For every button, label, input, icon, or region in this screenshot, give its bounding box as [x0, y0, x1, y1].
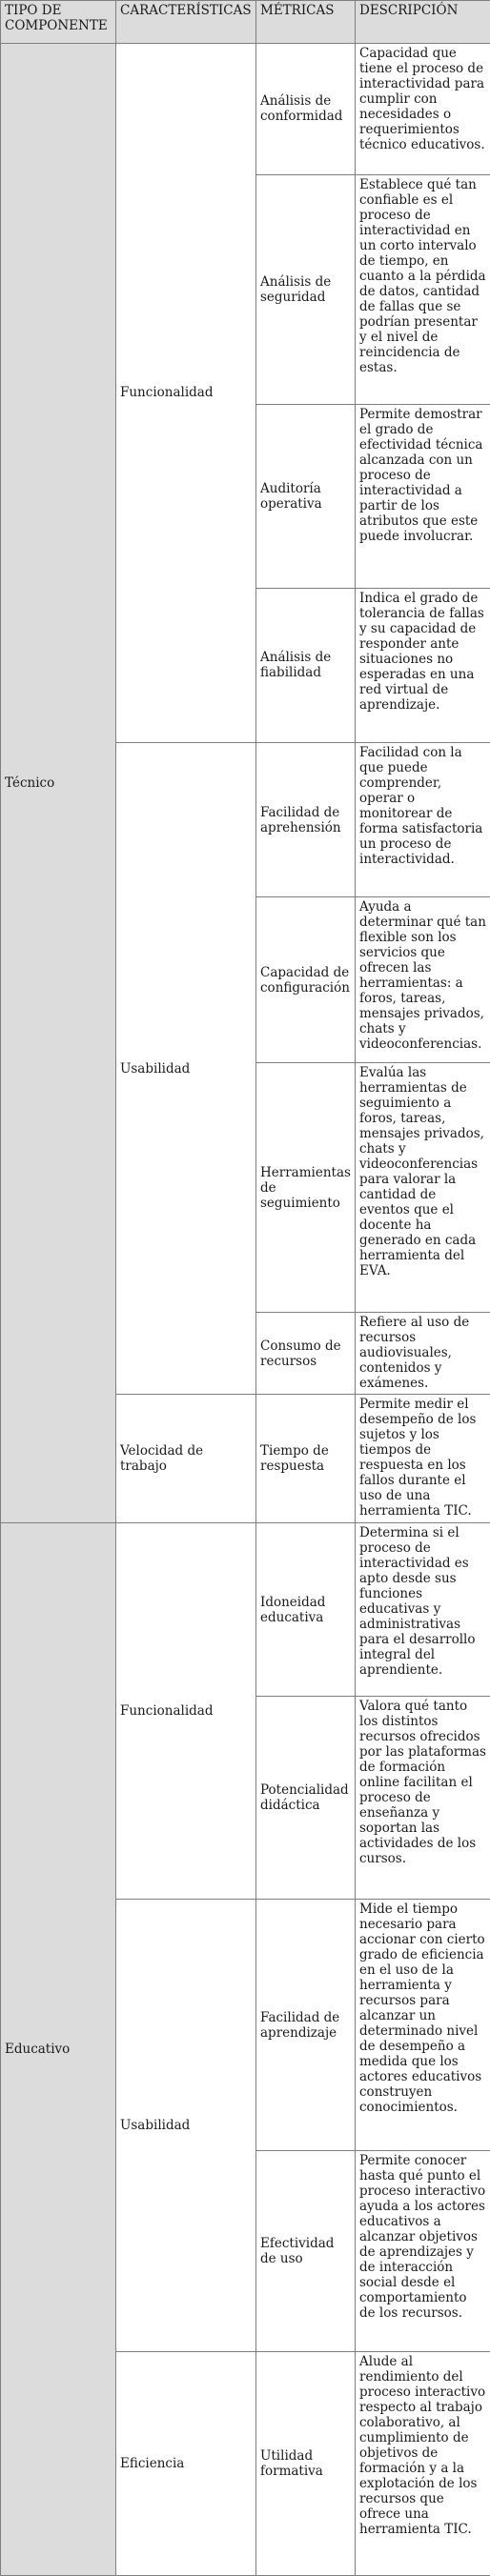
header-row	[1, 1, 490, 44]
caracteristica-cell: Funcionalidad	[116, 1522, 256, 1899]
descripcion-cell: Determina si el proceso de interactividad es apto desde sus funciones educativas y administrativas para el desarrollo integral del aprendiente.	[356, 1522, 490, 1696]
metrica-cell: Análisis de conformidad	[256, 44, 356, 175]
header-caracteristicas: CARACTERÍSTICAS	[116, 1, 256, 44]
metrica-cell: Utilidad formativa	[256, 2351, 356, 2575]
metrica-cell: Consumo de recursos	[256, 1312, 356, 1394]
metrica-cell: Auditoría operativa	[256, 405, 356, 589]
descripcion-cell: Facilidad con la que puede comprender, operar o monitorear de forma satisfactoria un proceso de interactividad.	[356, 742, 490, 896]
table-row	[1, 1522, 490, 1696]
descripcion-cell: Permite conocer hasta qué punto el proceso interactivo ayuda a los actores educativos a alcanzar objetivos de aprendizajes y de interacción social desde el comportamiento de los recursos.	[356, 2150, 490, 2351]
caracteristica-cell: Funcionalidad	[116, 44, 256, 743]
descripcion-cell: Mide el tiempo necesario para accionar con cierto grado de eficiencia en el uso de la herramienta y recursos para alcanzar un determinado nivel de desempeño a medida que los actores educativos construyen conocimientos.	[356, 1900, 490, 2151]
metrica-cell: Facilidad de aprehensión	[256, 742, 356, 896]
descripcion-cell: Alude al rendimiento del proceso interactivo respecto al trabajo colaborativo, al cumplimiento de objetivos de formación y a la explotación de los recursos que ofrece una herramienta TIC.	[356, 2351, 490, 2575]
tipo-cell-tecnico: Técnico	[1, 44, 116, 1523]
table-row	[1, 44, 490, 175]
caracteristica-cell: Usabilidad	[116, 1900, 256, 2351]
metrica-cell: Análisis de seguridad	[256, 174, 356, 404]
caracteristica-cell: Usabilidad	[116, 742, 256, 1394]
descripcion-cell: Refiere al uso de recursos audiovisuales, contenidos y exámenes.	[356, 1312, 490, 1394]
metrica-cell: Efectividad de uso	[256, 2150, 356, 2351]
descripcion-cell: Permite medir el desempeño de los sujetos y los tiempos de respuesta en los fallos durante el uso de una herramienta TIC.	[356, 1395, 490, 1523]
caracteristica-cell: Eficiencia	[116, 2351, 256, 2575]
header-metricas: MÉTRICAS	[256, 1, 356, 44]
metrica-cell: Potencialidad didáctica	[256, 1697, 356, 1900]
header-descripcion: DESCRIPCIÓN	[356, 1, 490, 44]
metrica-cell: Capacidad de configuración	[256, 897, 356, 1063]
descripcion-cell: Evalúa las herramientas de seguimiento a foros, tareas, mensajes privados, chats y videoconferencias para valorar la cantidad de eventos que el docente ha generado en cada herramienta del EVA.	[356, 1063, 490, 1313]
metrica-cell: Tiempo de respuesta	[256, 1395, 356, 1523]
descripcion-cell: Permite demostrar el grado de efectividad técnica alcanzada con un proceso de interactividad a partir de los atributos que este puede involucrar.	[356, 405, 490, 589]
tipo-cell-educativo: Educativo	[1, 1522, 116, 2575]
descripcion-cell: Ayuda a determinar qué tan flexible son los servicios que ofrecen las herramientas: a foros, tareas, mensajes privados, chats y videoconferencias.	[356, 897, 490, 1063]
metrica-cell: Facilidad de aprendizaje	[256, 1900, 356, 2151]
descripcion-cell: Indica el grado de tolerancia de fallas y su capacidad de responder ante situaciones no esperadas en una red virtual de aprendizaje.	[356, 588, 490, 742]
descripcion-cell: Establece qué tan confiable es el proceso de interactividad en un corto intervalo de tiempo, en cuanto a la pérdida de datos, cantidad de fallas que se podrían presentar y el nivel de reincidencia de estas.	[356, 174, 490, 404]
descripcion-cell: Capacidad que tiene el proceso de interactividad para cumplir con necesidades o requerimientos técnico educativos.	[356, 44, 490, 175]
metrica-cell: Herramientas de seguimiento	[256, 1063, 356, 1313]
header-tipo: TIPO DE COMPONENTE	[1, 1, 116, 44]
metrica-cell: Idoneidad educativa	[256, 1522, 356, 1696]
metrica-cell: Análisis de fiabilidad	[256, 588, 356, 742]
descripcion-cell: Valora qué tanto los distintos recursos ofrecidos por las plataformas de formación online facilitan el proceso de enseñanza y soportan las actividades de los cursos.	[356, 1697, 490, 1900]
caracteristica-cell: Velocidad de trabajo	[116, 1395, 256, 1523]
